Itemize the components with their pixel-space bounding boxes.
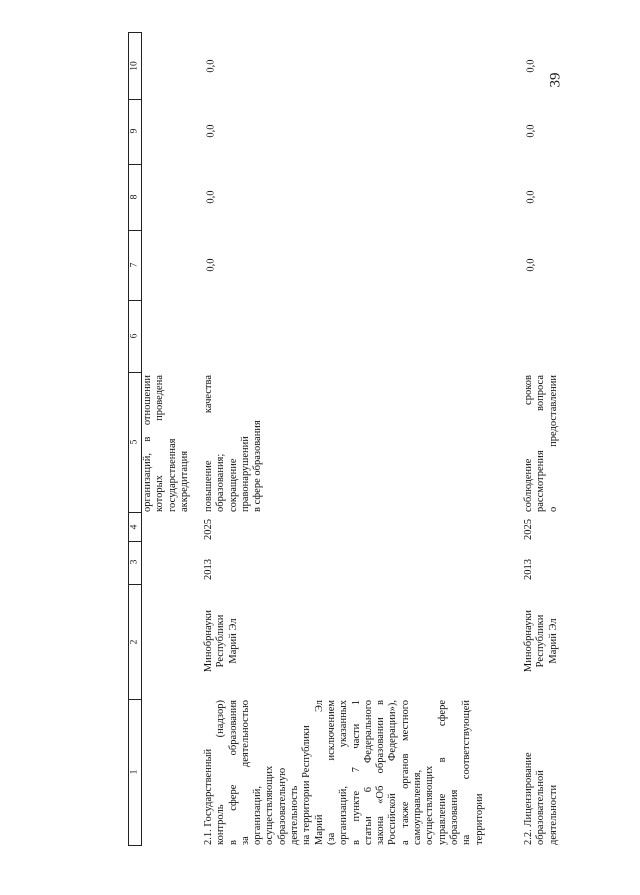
cell-line: образования — [448, 789, 460, 845]
cell-line: Марий Эл — [547, 618, 559, 664]
row-2-2-col7: 0,0 — [525, 258, 537, 272]
table-rule — [128, 300, 142, 301]
cell-line: контроль (надзор) — [215, 700, 227, 845]
row-2-1-col7: 0,0 — [205, 258, 217, 272]
column-number-8: 8 — [129, 194, 140, 200]
cell-line: образовательной — [535, 770, 547, 845]
cell-line: соблюдение сроков — [523, 375, 534, 512]
row-2-1-col9: 0,0 — [205, 124, 217, 138]
row-2-2-col10: 0,0 — [525, 59, 537, 73]
cell-line: 2025 — [523, 519, 534, 540]
table-rule — [128, 584, 142, 585]
row-2-1-col5 — [203, 375, 264, 512]
cell-line: за деятельностью — [239, 700, 251, 845]
cell-line: которых проведена — [154, 375, 166, 512]
cell-line: сокращение — [227, 458, 239, 512]
cell-line: 2013 — [523, 559, 534, 580]
cell-line: 2.2. Лицензирование — [523, 752, 534, 845]
cell-line: правонарушений — [239, 436, 251, 512]
table-rule — [128, 699, 142, 700]
cell-line: Республики — [215, 614, 227, 668]
cell-line: рассмотрения вопроса — [535, 375, 547, 512]
column-number-1: 1 — [129, 769, 140, 775]
table-rule — [128, 164, 142, 165]
cell-line: 2013 — [203, 559, 214, 580]
cell-line: организаций, указанных — [338, 700, 350, 845]
cell-line: в сфере образования — [252, 420, 264, 512]
cell-line: организаций, — [252, 786, 264, 845]
row-2-2-col9: 0,0 — [525, 124, 537, 138]
cell-line: аккредитация — [178, 450, 190, 512]
cell-line: осуществляющих — [424, 765, 436, 845]
row-2-1-col8: 0,0 — [205, 190, 217, 204]
column-number-3: 3 — [129, 559, 140, 565]
column-number-9: 9 — [129, 128, 140, 134]
row-2-2-col3 — [523, 545, 535, 580]
cell-line: о предоставлении — [547, 375, 559, 512]
cell-line: Минобрнауки — [203, 609, 214, 673]
cell-line: повышение качества — [203, 375, 214, 512]
row-2-2-col8: 0,0 — [525, 190, 537, 204]
cell-line: Республики — [535, 614, 547, 668]
cell-line: статьи 6 Федерального — [362, 700, 374, 845]
cell-line: в сфере образования — [227, 700, 239, 845]
row-2-1-col3 — [203, 545, 215, 580]
row-2-1-col1 — [203, 700, 486, 845]
cell-line: управление в сфере — [436, 700, 448, 845]
cell-line: образования; — [215, 453, 227, 512]
page-number: 39 — [547, 72, 564, 88]
cell-line: осуществляющих — [264, 765, 276, 845]
cell-line: Минобрнауки — [523, 609, 534, 673]
table-rule — [128, 541, 142, 542]
column-number-7: 7 — [129, 262, 140, 268]
table-rule — [128, 32, 142, 33]
cell-line: 2.1. Государственный — [203, 748, 214, 845]
cell-line: а также органов местного — [399, 700, 411, 845]
table-rule — [128, 99, 142, 100]
column-number-4: 4 — [129, 524, 140, 530]
cell-line: самоуправления, — [412, 769, 424, 845]
row-2-1-col2 — [203, 586, 240, 696]
row-2-1-col4 — [203, 512, 215, 540]
table-rule — [128, 372, 142, 373]
cell-line: образовательную — [276, 767, 288, 845]
row-2-2-col2 — [523, 586, 560, 696]
cell-line: Российской Федерации»), — [387, 700, 399, 845]
cell-line: государственная — [166, 438, 178, 512]
cell-line: организаций, в отношении — [142, 375, 153, 512]
cell-line: деятельность — [289, 785, 301, 845]
column-number-6: 6 — [129, 333, 140, 339]
cell-line: на территории Республики — [301, 725, 313, 845]
cell-line: Марий Эл — [227, 618, 239, 664]
cell-line: (за исключением — [325, 700, 337, 845]
table-rule — [128, 512, 142, 513]
cell-line: 2025 — [203, 519, 214, 540]
table-rule — [128, 230, 142, 231]
cell-line: деятельности — [547, 784, 559, 845]
cell-line: территории — [473, 793, 485, 845]
row-2-1-col10: 0,0 — [205, 59, 217, 73]
cell-line: закона «Об образовании в — [375, 700, 387, 845]
continuation-col5 — [142, 375, 191, 512]
row-2-2-col4 — [523, 512, 535, 540]
row-2-2-col1 — [523, 700, 560, 845]
cell-line: на соответствующей — [461, 700, 473, 845]
row-2-2-col5 — [523, 375, 560, 512]
cell-line: Марий Эл — [313, 700, 325, 845]
table-rule — [128, 845, 142, 846]
column-number-10: 10 — [129, 61, 140, 71]
column-number-5: 5 — [129, 439, 140, 445]
cell-line: в пункте 7 части 1 — [350, 700, 362, 845]
column-number-2: 2 — [129, 639, 140, 645]
